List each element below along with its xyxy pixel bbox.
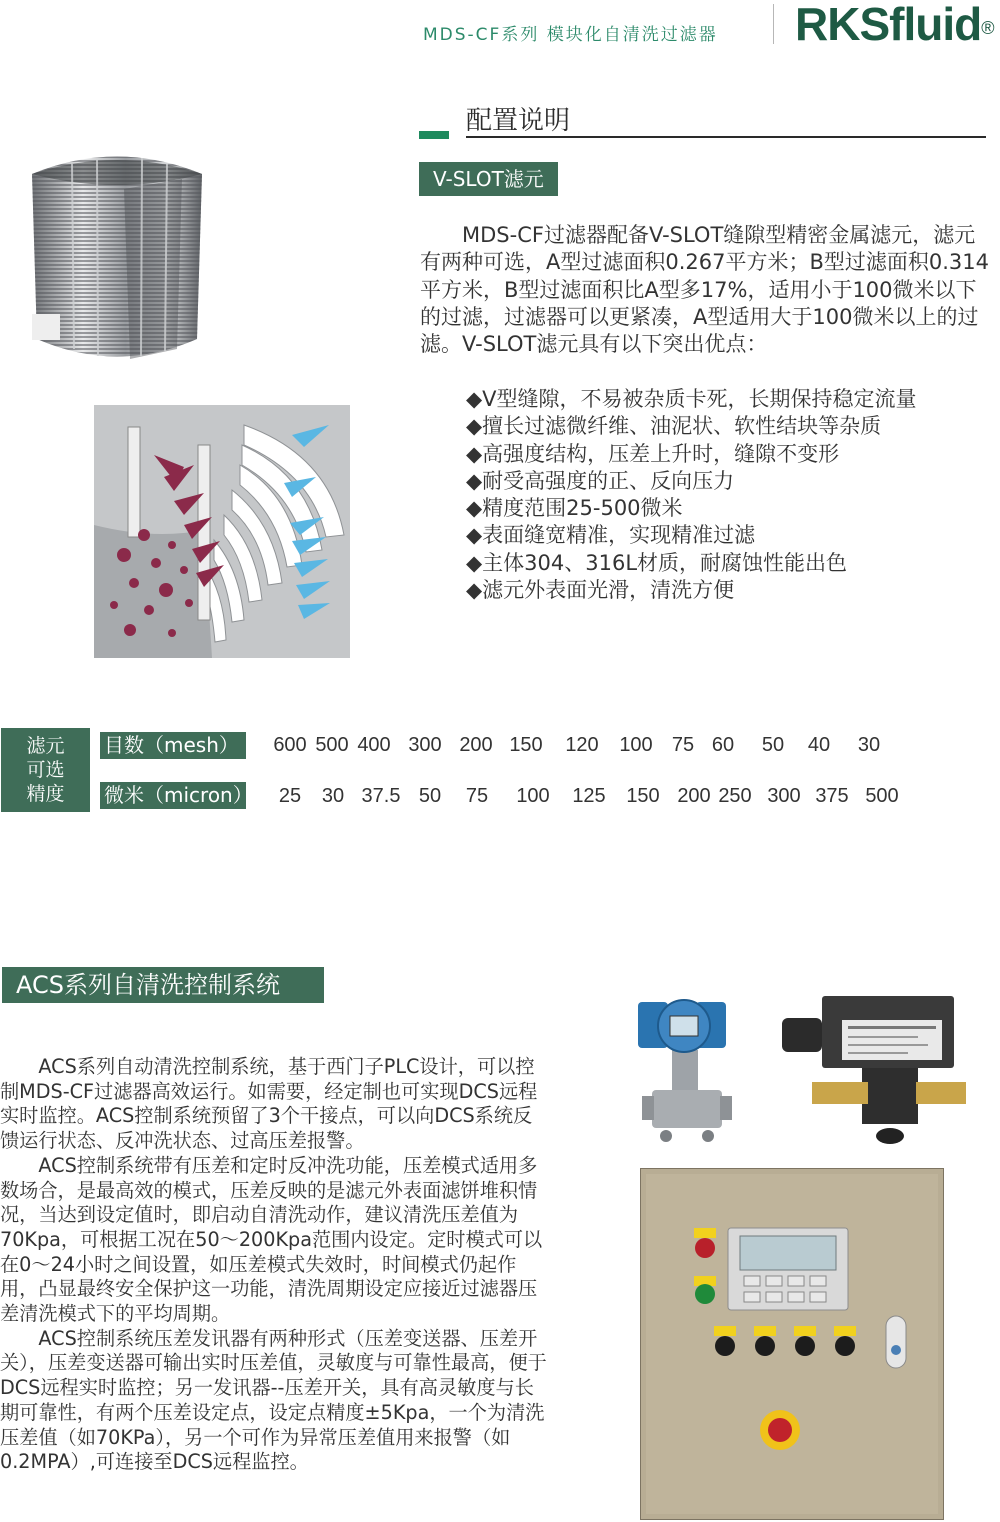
micron-value: 500	[865, 785, 899, 807]
mesh-value: 50	[761, 734, 785, 756]
precision-label-line: 可选	[26, 759, 65, 781]
micron-value: 30	[321, 785, 345, 807]
mesh-value: 100	[619, 734, 653, 756]
pressure-switch-icon	[782, 996, 966, 1144]
section-title-config: 配置说明	[466, 106, 571, 136]
list-item: ◆ 耐受高强度的正、反向压力	[466, 468, 986, 495]
vslot-intro-paragraph	[420, 222, 995, 358]
micron-value: 50	[418, 785, 442, 807]
series-title: MDS-CF系列 模块化自清洗过滤器	[423, 25, 718, 45]
list-item: ◆ V型缝隙，不易被杂质卡死，长期保持稳定流量	[466, 386, 986, 413]
micron-value: 37.5	[361, 785, 401, 807]
list-item: ◆ 主体304、316L材质，耐腐蚀性能出色	[466, 550, 986, 577]
list-item: ◆ 精度范围25-500微米	[466, 495, 986, 522]
mesh-value: 75	[671, 734, 695, 756]
list-item: ◆ 表面缝宽精准，实现精准过滤	[466, 522, 986, 549]
micron-value: 300	[767, 785, 801, 807]
control-cabinet-image	[640, 1168, 944, 1520]
micron-row-label: 微米（micron）	[100, 782, 246, 809]
list-item: ◆ 高强度结构，压差上升时，缝隙不变形	[466, 441, 986, 468]
micron-value: 150	[626, 785, 660, 807]
acs-description	[0, 1055, 548, 1475]
micron-value: 100	[516, 785, 550, 807]
registered-mark: ®	[981, 18, 994, 38]
heading-accent-bar	[419, 131, 449, 139]
acs-section-tag: ACS系列自清洗控制系统	[2, 967, 324, 1003]
micron-value: 375	[815, 785, 849, 807]
micron-value: 250	[718, 785, 752, 807]
mesh-row-label: 目数（mesh）	[100, 732, 246, 759]
mesh-value: 40	[807, 734, 831, 756]
precision-label-line: 滤元	[26, 735, 65, 757]
acs-paragraph: ACS控制系统带有压差和定时反冲洗功能，压差模式适用多数场合，是最高效的模式，压差反映的是滤元外表面滤饼堆积情况，当达到设定值时，即启动自清洗动作，建议清洗压差值为70Kpa，可根据工况在50～200Kpa范围内设定。定时模式可以在0～24小时之间设置，如压差模式失效时，时间模式仍起作用，凸显最终安全保护这一功能，清洗周期设定应接近过滤器压差清洗模式下的平均周期。	[0, 1153, 543, 1326]
micron-value: 125	[572, 785, 606, 807]
logo-text: RKSfluid	[795, 0, 982, 50]
vslot-section-tag: V-SLOT滤元	[419, 162, 558, 196]
micron-value: 200	[677, 785, 711, 807]
vslot-intro-text: MDS-CF过滤器配备V-SLOT缝隙型精密金属滤元，滤元有两种可选，A型过滤面积0.267平方米；B型过滤面积0.314平方米，B型过滤面积比A型多17%，适用小于100微米以下的过滤，过滤器可以更紧凑，A型适用大于100微米以上的过滤。V-SLOT滤元具有以下突出优点：	[420, 223, 990, 357]
mesh-value: 120	[565, 734, 599, 756]
acs-paragraph: ACS控制系统压差发讯器有两种形式（压差变送器、压差开关），压差变送器可输出实时压差值，灵敏度与可靠性最高，便于DCS远程实时监控；另一发讯器--压差开关，具有高灵敏度与长期可靠性，有两个压差设定点，设定点精度±5Kpa，一个为清洗压差值（如70KPa），另一个可作为异常压差值用来报警（如0.2MPA）,可连接至DCS远程监控。	[0, 1326, 547, 1474]
vslot-feature-list	[466, 386, 986, 604]
mesh-value: 30	[857, 734, 881, 756]
mesh-value: 400	[357, 734, 391, 756]
mesh-value: 500	[315, 734, 349, 756]
list-item: ◆ 擅长过滤微纤维、油泥状、软性结块等杂质	[466, 413, 986, 440]
list-item: ◆ 滤元外表面光滑，清洗方便	[466, 577, 986, 604]
precision-label	[1, 728, 90, 812]
vslot-filter-element-image	[12, 144, 222, 374]
heading-rule	[466, 136, 986, 138]
micron-value: 25	[278, 785, 302, 807]
vslot-flow-diagram	[94, 405, 350, 658]
precision-label-line: 精度	[26, 783, 65, 805]
pressure-transmitter-icon	[638, 1000, 732, 1142]
micron-value: 75	[465, 785, 489, 807]
pressure-sensors-image	[632, 990, 972, 1150]
mesh-value: 60	[711, 734, 735, 756]
brand-logo	[795, 0, 993, 52]
acs-paragraph: ACS系列自动清洗控制系统，基于西门子PLC设计，可以控制MDS-CF过滤器高效运行。如需要，经定制也可实现DCS远程实时监控。ACS控制系统预留了3个干接点，可以向DCS系统反馈运行状态、反冲洗状态、过高压差报警。	[0, 1055, 538, 1153]
mesh-value: 300	[408, 734, 442, 756]
mesh-value: 600	[273, 734, 307, 756]
mesh-value: 200	[459, 734, 493, 756]
mesh-value: 150	[509, 734, 543, 756]
header-divider	[773, 4, 774, 44]
